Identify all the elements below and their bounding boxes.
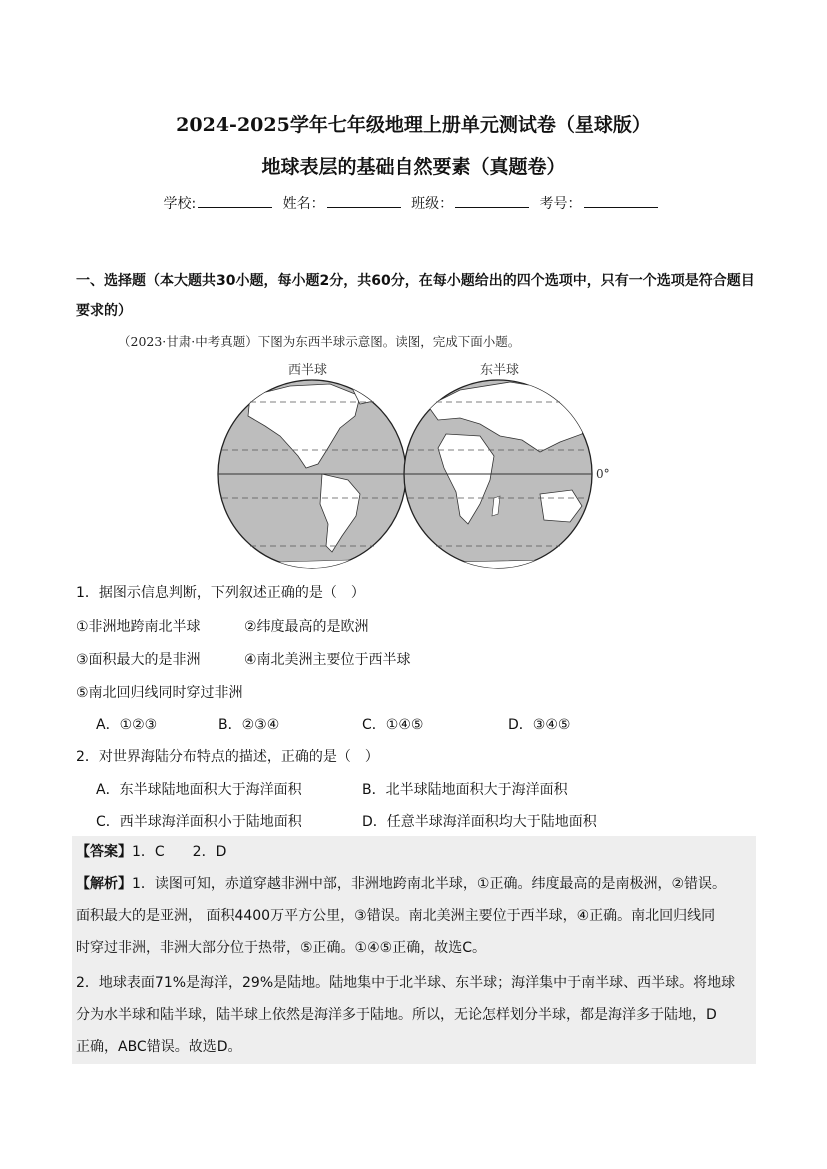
exam-subtitle: 地球表层的基础自然要素（真题卷） bbox=[261, 156, 566, 178]
q1-statement-3: ③面积最大的是非洲 bbox=[76, 652, 201, 668]
equator-label: 0° bbox=[596, 467, 610, 481]
analysis-line-1 bbox=[76, 868, 756, 900]
q2-stem: 2．对世界海陆分布特点的描述，正确的是（ ） bbox=[76, 749, 379, 765]
class-blank[interactable] bbox=[455, 195, 529, 208]
analysis-line-5: 分为水半球和陆半球，陆半球上依然是海洋多于陆地。所以，无论怎样划分半球，都是海洋多于陆地，D bbox=[76, 1007, 717, 1023]
q1-statement-4: ④南北美洲主要位于西半球 bbox=[244, 652, 411, 668]
q1-option-a[interactable]: A．①②③ bbox=[96, 717, 158, 733]
name-label: 姓名： bbox=[282, 196, 325, 212]
q2-option-b[interactable]: B．北半球陆地面积大于海洋面积 bbox=[362, 782, 568, 798]
school-label: 学校: bbox=[163, 196, 197, 212]
q1-statement-1: ①非洲地跨南北半球 bbox=[76, 619, 201, 635]
answer-text: 1．C 2．D bbox=[132, 844, 227, 860]
q1-option-c[interactable]: C．①④⑤ bbox=[362, 717, 424, 733]
name-blank[interactable] bbox=[327, 195, 401, 208]
q2-option-a[interactable]: A．东半球陆地面积大于海洋面积 bbox=[96, 782, 302, 798]
analysis-line-6: 正确，ABC错误。故选D。 bbox=[76, 1039, 242, 1055]
analysis-line-4: 2．地球表面71%是海洋，29%是陆地。陆地集中于北半球、东半球；海洋集中于南半球、西半球。将地球 bbox=[76, 975, 736, 991]
exam-title: 2024-2025学年七年级地理上册单元测试卷（星球版） bbox=[176, 114, 651, 136]
west-hemisphere-label: 西半球 bbox=[288, 363, 328, 378]
q1-option-b[interactable]: B．②③④ bbox=[218, 717, 280, 733]
q1-stem: 1．据图示信息判断，下列叙述正确的是（ ） bbox=[76, 585, 365, 601]
q1-statement-5: ⑤南北回归线同时穿过非洲 bbox=[76, 685, 243, 701]
answer-label: 【答案】 bbox=[76, 844, 132, 860]
exam-number-blank[interactable] bbox=[584, 195, 658, 208]
east-hemisphere-label: 东半球 bbox=[480, 363, 520, 378]
school-blank[interactable] bbox=[198, 195, 272, 208]
analysis-label: 【解析】 bbox=[76, 876, 132, 892]
section-heading: 一、选择题（本大题共30小题，每小题2分，共60分，在每小题给出的四个选项中，只有一个选项是符合题目要求的） bbox=[76, 273, 755, 319]
q1-option-d[interactable]: D．③④⑤ bbox=[508, 717, 571, 733]
class-label: 班级： bbox=[411, 196, 454, 212]
analysis-line-3: 时穿过非洲，非洲大部分位于热带，⑤正确。①④⑤正确，故选C。 bbox=[76, 940, 486, 956]
analysis-text-1: 1．读图可知，赤道穿越非洲中部，非洲地跨南北半球，①正确。纬度最高的是南极洲，②错误。 bbox=[132, 876, 727, 892]
analysis-line-2: 面积最大的是亚洲， 面积4400万平方公里，③错误。南北美洲主要位于西半球，④正确。南北回归线同 bbox=[76, 908, 716, 924]
q2-option-d[interactable]: D．任意半球海洋面积均大于陆地面积 bbox=[362, 814, 597, 830]
hemisphere-map-figure bbox=[210, 356, 620, 590]
student-info-row bbox=[0, 193, 827, 213]
answer-line bbox=[76, 836, 756, 868]
q2-option-c[interactable]: C．西半球海洋面积小于陆地面积 bbox=[96, 814, 302, 830]
exam-number-label: 考号： bbox=[539, 196, 582, 212]
q1-statement-2: ②纬度最高的是欧洲 bbox=[244, 619, 369, 635]
question-intro: （2023·甘肃·中考真题）下图为东西半球示意图。读图，完成下面小题。 bbox=[118, 334, 521, 349]
